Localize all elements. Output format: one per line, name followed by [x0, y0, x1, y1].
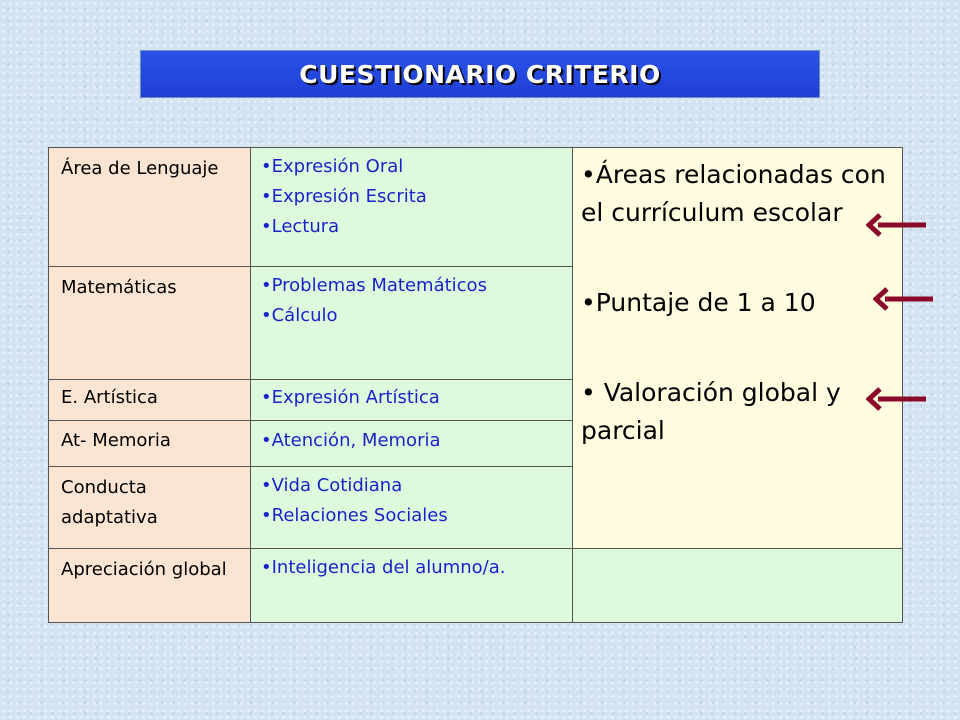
list-item: •Vida Cotidiana	[261, 475, 403, 496]
table-row	[49, 148, 903, 267]
area-cell: Matemáticas	[49, 267, 251, 380]
items-cell	[251, 549, 573, 623]
area-cell: Conducta adaptativa	[49, 467, 251, 549]
note-score: •Puntaje de 1 a 10	[581, 288, 816, 317]
title-banner	[140, 50, 820, 98]
left-arrow-icon	[866, 386, 928, 412]
list-item: •Cálculo	[261, 305, 338, 326]
list-item: •Relaciones Sociales	[261, 505, 448, 526]
items-cell	[251, 267, 573, 380]
empty-cell	[573, 549, 903, 623]
list-item: •Atención, Memoria	[261, 430, 441, 451]
note-valuation: • Valoración global y parcial	[581, 378, 841, 445]
table-row	[49, 549, 903, 623]
items-cell	[251, 380, 573, 421]
items-cell	[251, 421, 573, 467]
list-item: •Expresión Escrita	[261, 186, 427, 207]
area-cell: At- Memoria	[49, 421, 251, 467]
criteria-table	[48, 147, 903, 623]
list-item: •Lectura	[261, 216, 340, 237]
items-cell	[251, 467, 573, 549]
list-item: •Problemas Matemáticos	[261, 275, 487, 296]
area-cell: Apreciación global	[49, 549, 251, 623]
list-item: •Expresión Artística	[261, 387, 440, 408]
area-cell: E. Artística	[49, 380, 251, 421]
list-item: •Inteligencia del alumno/a.	[261, 557, 506, 578]
items-cell	[251, 148, 573, 267]
page-title: CUESTIONARIO CRITERIO	[299, 59, 661, 89]
left-arrow-icon	[873, 286, 935, 312]
list-item: •Expresión Oral	[261, 156, 404, 177]
area-cell: Área de Lenguaje	[49, 148, 251, 267]
note-curriculum: •Áreas relacionadas con el currículum escolar	[581, 160, 886, 227]
notes-cell	[573, 148, 903, 549]
left-arrow-icon	[866, 212, 928, 238]
